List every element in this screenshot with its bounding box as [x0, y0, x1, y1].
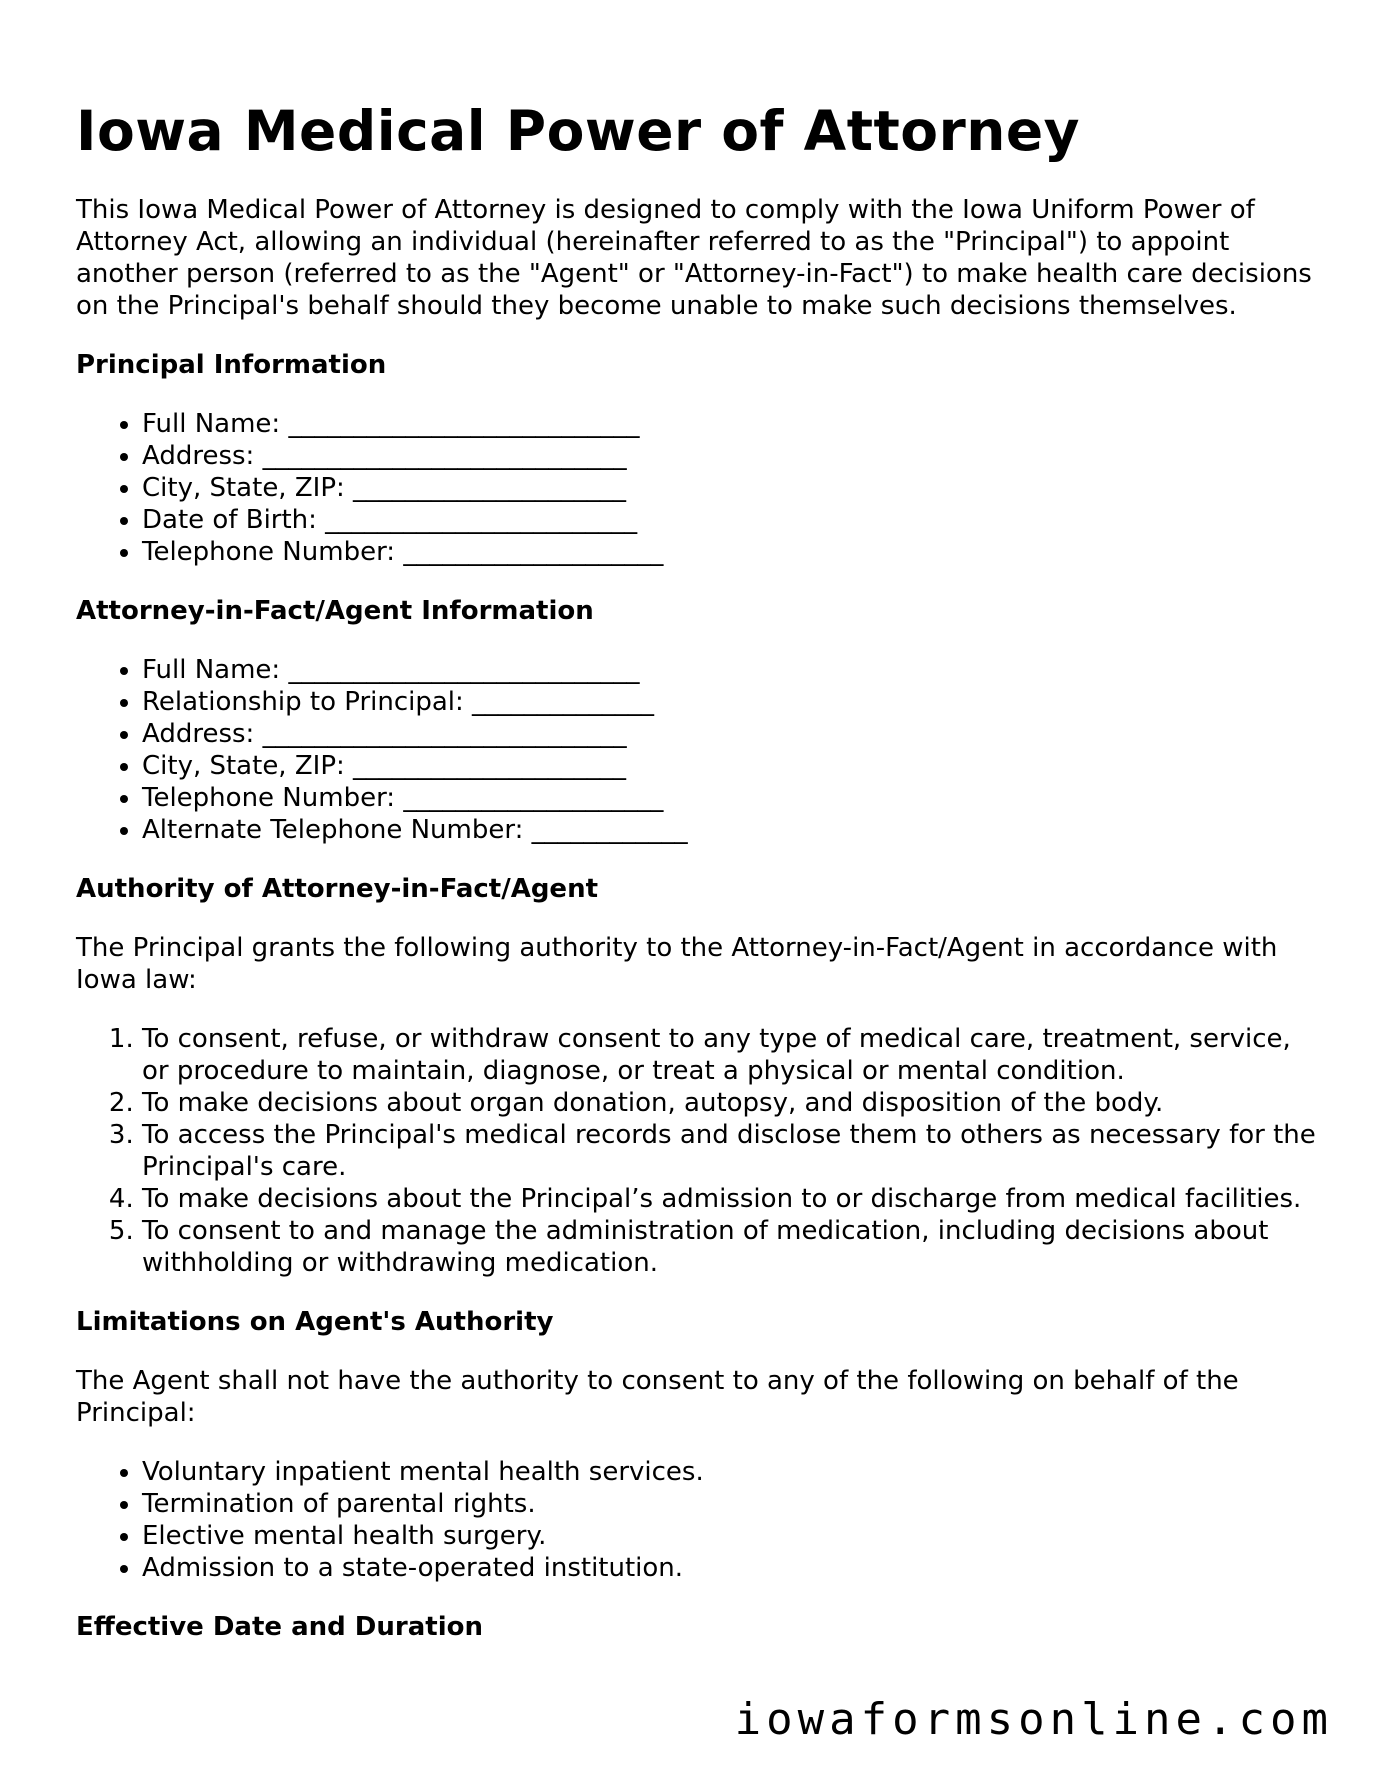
agent-address-field: • Address: ____________________________ — [142, 718, 1316, 750]
principal-field-list — [76, 408, 1316, 568]
authority-item: 1. To consent, refuse, or withdraw consent to any type of medical care, treatment, service, or procedure to maintain, diagnose, or treat a physical or mental condition. — [142, 1023, 1316, 1087]
effective-date-heading: Effective Date and Duration — [76, 1612, 483, 1642]
principal-full-name-field: • Full Name: ___________________________ — [142, 408, 1316, 440]
authority-list — [76, 1023, 1316, 1279]
agent-heading: Attorney-in-Fact/Agent Information — [76, 596, 594, 626]
document-page — [76, 96, 1316, 1643]
agent-relationship-field: • Relationship to Principal: ______________ — [142, 686, 1316, 718]
authority-item: 2. To make decisions about organ donation, autopsy, and disposition of the body. — [142, 1087, 1316, 1119]
principal-telephone-field: • Telephone Number: ____________________ — [142, 536, 1316, 568]
page-title: Iowa Medical Power of Attorney — [76, 99, 1081, 163]
limitation-item: • Elective mental health surgery. — [142, 1520, 1316, 1552]
agent-field-list — [76, 654, 1316, 846]
agent-telephone-field: • Telephone Number: ____________________ — [142, 782, 1316, 814]
agent-full-name-field: • Full Name: ___________________________ — [142, 654, 1316, 686]
principal-heading: Principal Information — [76, 350, 387, 380]
authority-item: 3. To access the Principal's medical records and disclose them to others as necessary for the Principal's care. — [142, 1119, 1316, 1183]
site-watermark: iowaformsonline.com — [734, 1694, 1333, 1745]
limitations-list — [76, 1456, 1316, 1584]
agent-city-state-zip-field: • City, State, ZIP: _____________________ — [142, 750, 1316, 782]
intro-paragraph: This Iowa Medical Power of Attorney is designed to comply with the Iowa Uniform Power of Attorney Act, allowing an individual (hereinafter referred to as the "Principal") to appoint another person (referred to as the "Agent" or "Attorney-in-Fact") to make health care decisions on the Principal's behalf should they become unable to make such decisions themselves. — [76, 195, 1312, 321]
principal-date-of-birth-field: • Date of Birth: ________________________ — [142, 504, 1316, 536]
limitation-item: • Voluntary inpatient mental health services. — [142, 1456, 1316, 1488]
authority-intro: The Principal grants the following authority to the Attorney-in-Fact/Agent in accordance with Iowa law: — [76, 933, 1278, 995]
agent-alternate-telephone-field: • Alternate Telephone Number: ____________ — [142, 814, 1316, 846]
authority-item: 5. To consent to and manage the administration of medication, including decisions about withholding or withdrawing medication. — [142, 1215, 1316, 1279]
authority-heading: Authority of Attorney-in-Fact/Agent — [76, 874, 599, 904]
principal-city-state-zip-field: • City, State, ZIP: _____________________ — [142, 472, 1316, 504]
limitation-item: • Admission to a state-operated institution. — [142, 1552, 1316, 1584]
authority-item: 4. To make decisions about the Principal’s admission to or discharge from medical facilities. — [142, 1183, 1316, 1215]
principal-address-field: • Address: ____________________________ — [142, 440, 1316, 472]
limitations-heading: Limitations on Agent's Authority — [76, 1307, 554, 1337]
limitation-item: • Termination of parental rights. — [142, 1488, 1316, 1520]
limitations-intro: The Agent shall not have the authority to consent to any of the following on behalf of the Principal: — [76, 1366, 1239, 1428]
